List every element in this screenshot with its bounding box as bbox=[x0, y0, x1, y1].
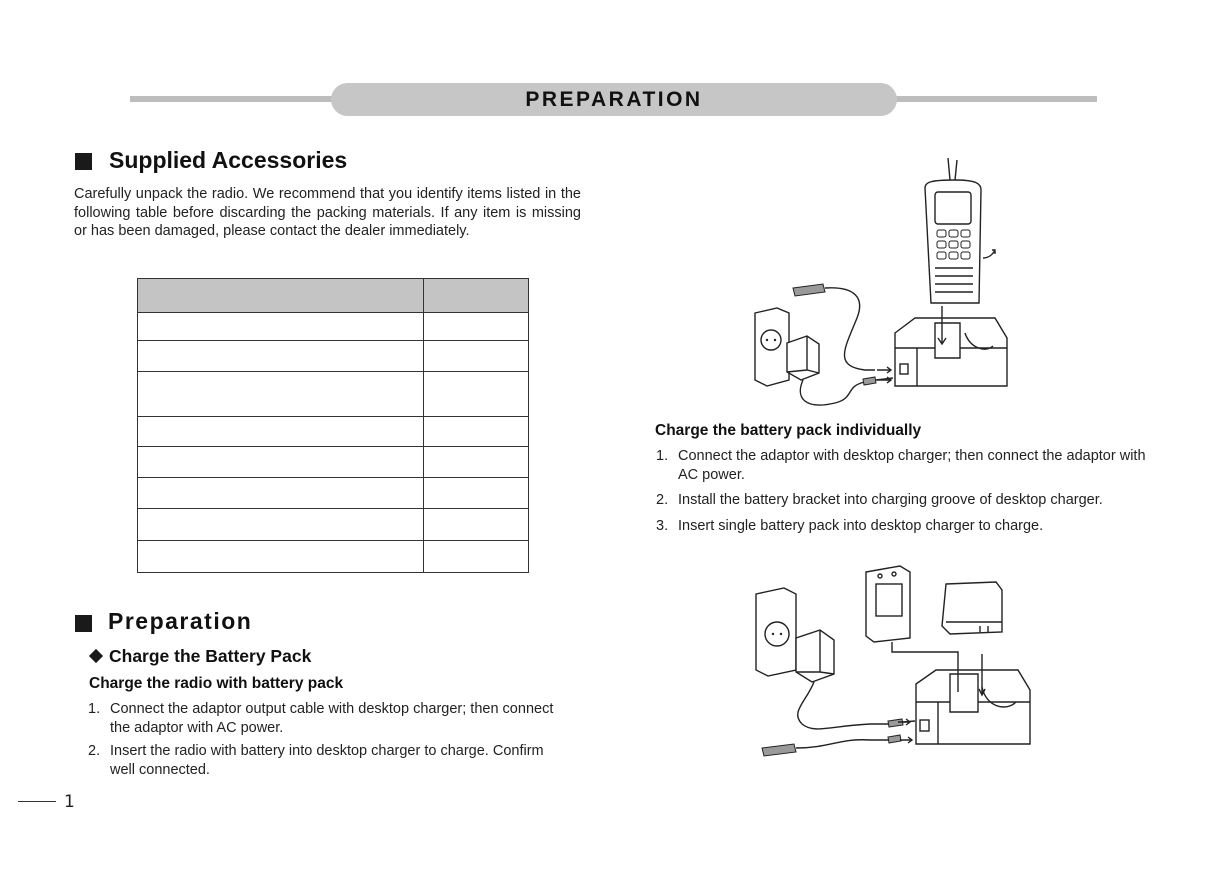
table-cell bbox=[138, 341, 424, 372]
preparation-heading: Preparation bbox=[108, 608, 253, 634]
table-row bbox=[138, 417, 529, 447]
charge-battery-subheading: Charge the Battery Pack bbox=[109, 646, 312, 666]
table-row bbox=[138, 447, 529, 478]
battery-pack-charging-illustration bbox=[750, 562, 1040, 767]
table-header-cell bbox=[424, 279, 529, 313]
table-cell bbox=[424, 447, 529, 478]
list-item bbox=[88, 700, 558, 737]
table-cell bbox=[138, 447, 424, 478]
table-cell bbox=[424, 541, 529, 573]
table-cell bbox=[424, 509, 529, 541]
table-cell bbox=[424, 372, 529, 417]
radio-charge-title: Charge the radio with battery pack bbox=[89, 675, 344, 692]
list-item bbox=[656, 491, 1166, 510]
header-rule-right bbox=[888, 96, 1097, 102]
list-item bbox=[656, 517, 1156, 536]
table-cell bbox=[424, 478, 529, 509]
table-cell bbox=[424, 313, 529, 341]
header-rule-left bbox=[130, 96, 340, 102]
page-number-rule bbox=[18, 801, 56, 802]
diamond-bullet-icon bbox=[89, 649, 103, 663]
list-item bbox=[656, 447, 1156, 484]
table-header-cell bbox=[138, 279, 424, 313]
table-row bbox=[138, 372, 529, 417]
table-cell bbox=[138, 417, 424, 447]
accessories-table bbox=[137, 278, 529, 573]
step-text: Connect the adaptor output cable with desktop charger; then connect the adaptor with AC power. bbox=[110, 701, 554, 736]
table-cell bbox=[424, 417, 529, 447]
table-row bbox=[138, 478, 529, 509]
step-text: Install the battery bracket into charging groove of desktop charger. bbox=[678, 492, 1103, 508]
table-row bbox=[138, 341, 529, 372]
table-row bbox=[138, 313, 529, 341]
step-number: 1. bbox=[656, 448, 669, 464]
section-bullet-icon bbox=[75, 153, 92, 170]
table-cell bbox=[138, 509, 424, 541]
table-row bbox=[138, 509, 529, 541]
table-row bbox=[138, 541, 529, 573]
section-bullet-icon bbox=[75, 615, 92, 632]
step-text: Connect the adaptor with desktop charger; then connect the adaptor with AC power. bbox=[678, 448, 1146, 483]
step-number: 3. bbox=[656, 518, 669, 534]
pack-charge-title: Charge the battery pack individually bbox=[655, 422, 922, 439]
list-item bbox=[88, 742, 558, 779]
radio-charging-illustration bbox=[745, 158, 1025, 413]
accessories-intro: Carefully unpack the radio. We recommend that you identify items listed in the following table before discarding the packing materials. If any item is missing or has been damaged, please contact the dealer immediately. bbox=[74, 186, 581, 239]
table-cell bbox=[138, 313, 424, 341]
step-number: 1. bbox=[88, 701, 101, 717]
table-cell bbox=[138, 541, 424, 573]
accessories-heading: Supplied Accessories bbox=[109, 147, 348, 173]
step-number: 2. bbox=[656, 492, 669, 508]
table-cell bbox=[424, 341, 529, 372]
table-header-row bbox=[138, 279, 529, 313]
page-number: 1 bbox=[64, 792, 75, 812]
table-cell bbox=[138, 478, 424, 509]
table-cell bbox=[138, 372, 424, 417]
step-number: 2. bbox=[88, 743, 101, 759]
page-title: PREPARATION bbox=[331, 83, 897, 116]
step-text: Insert the radio with battery into desktop charger to charge. Confirm well connected. bbox=[110, 743, 544, 778]
step-text: Insert single battery pack into desktop charger to charge. bbox=[678, 518, 1044, 534]
